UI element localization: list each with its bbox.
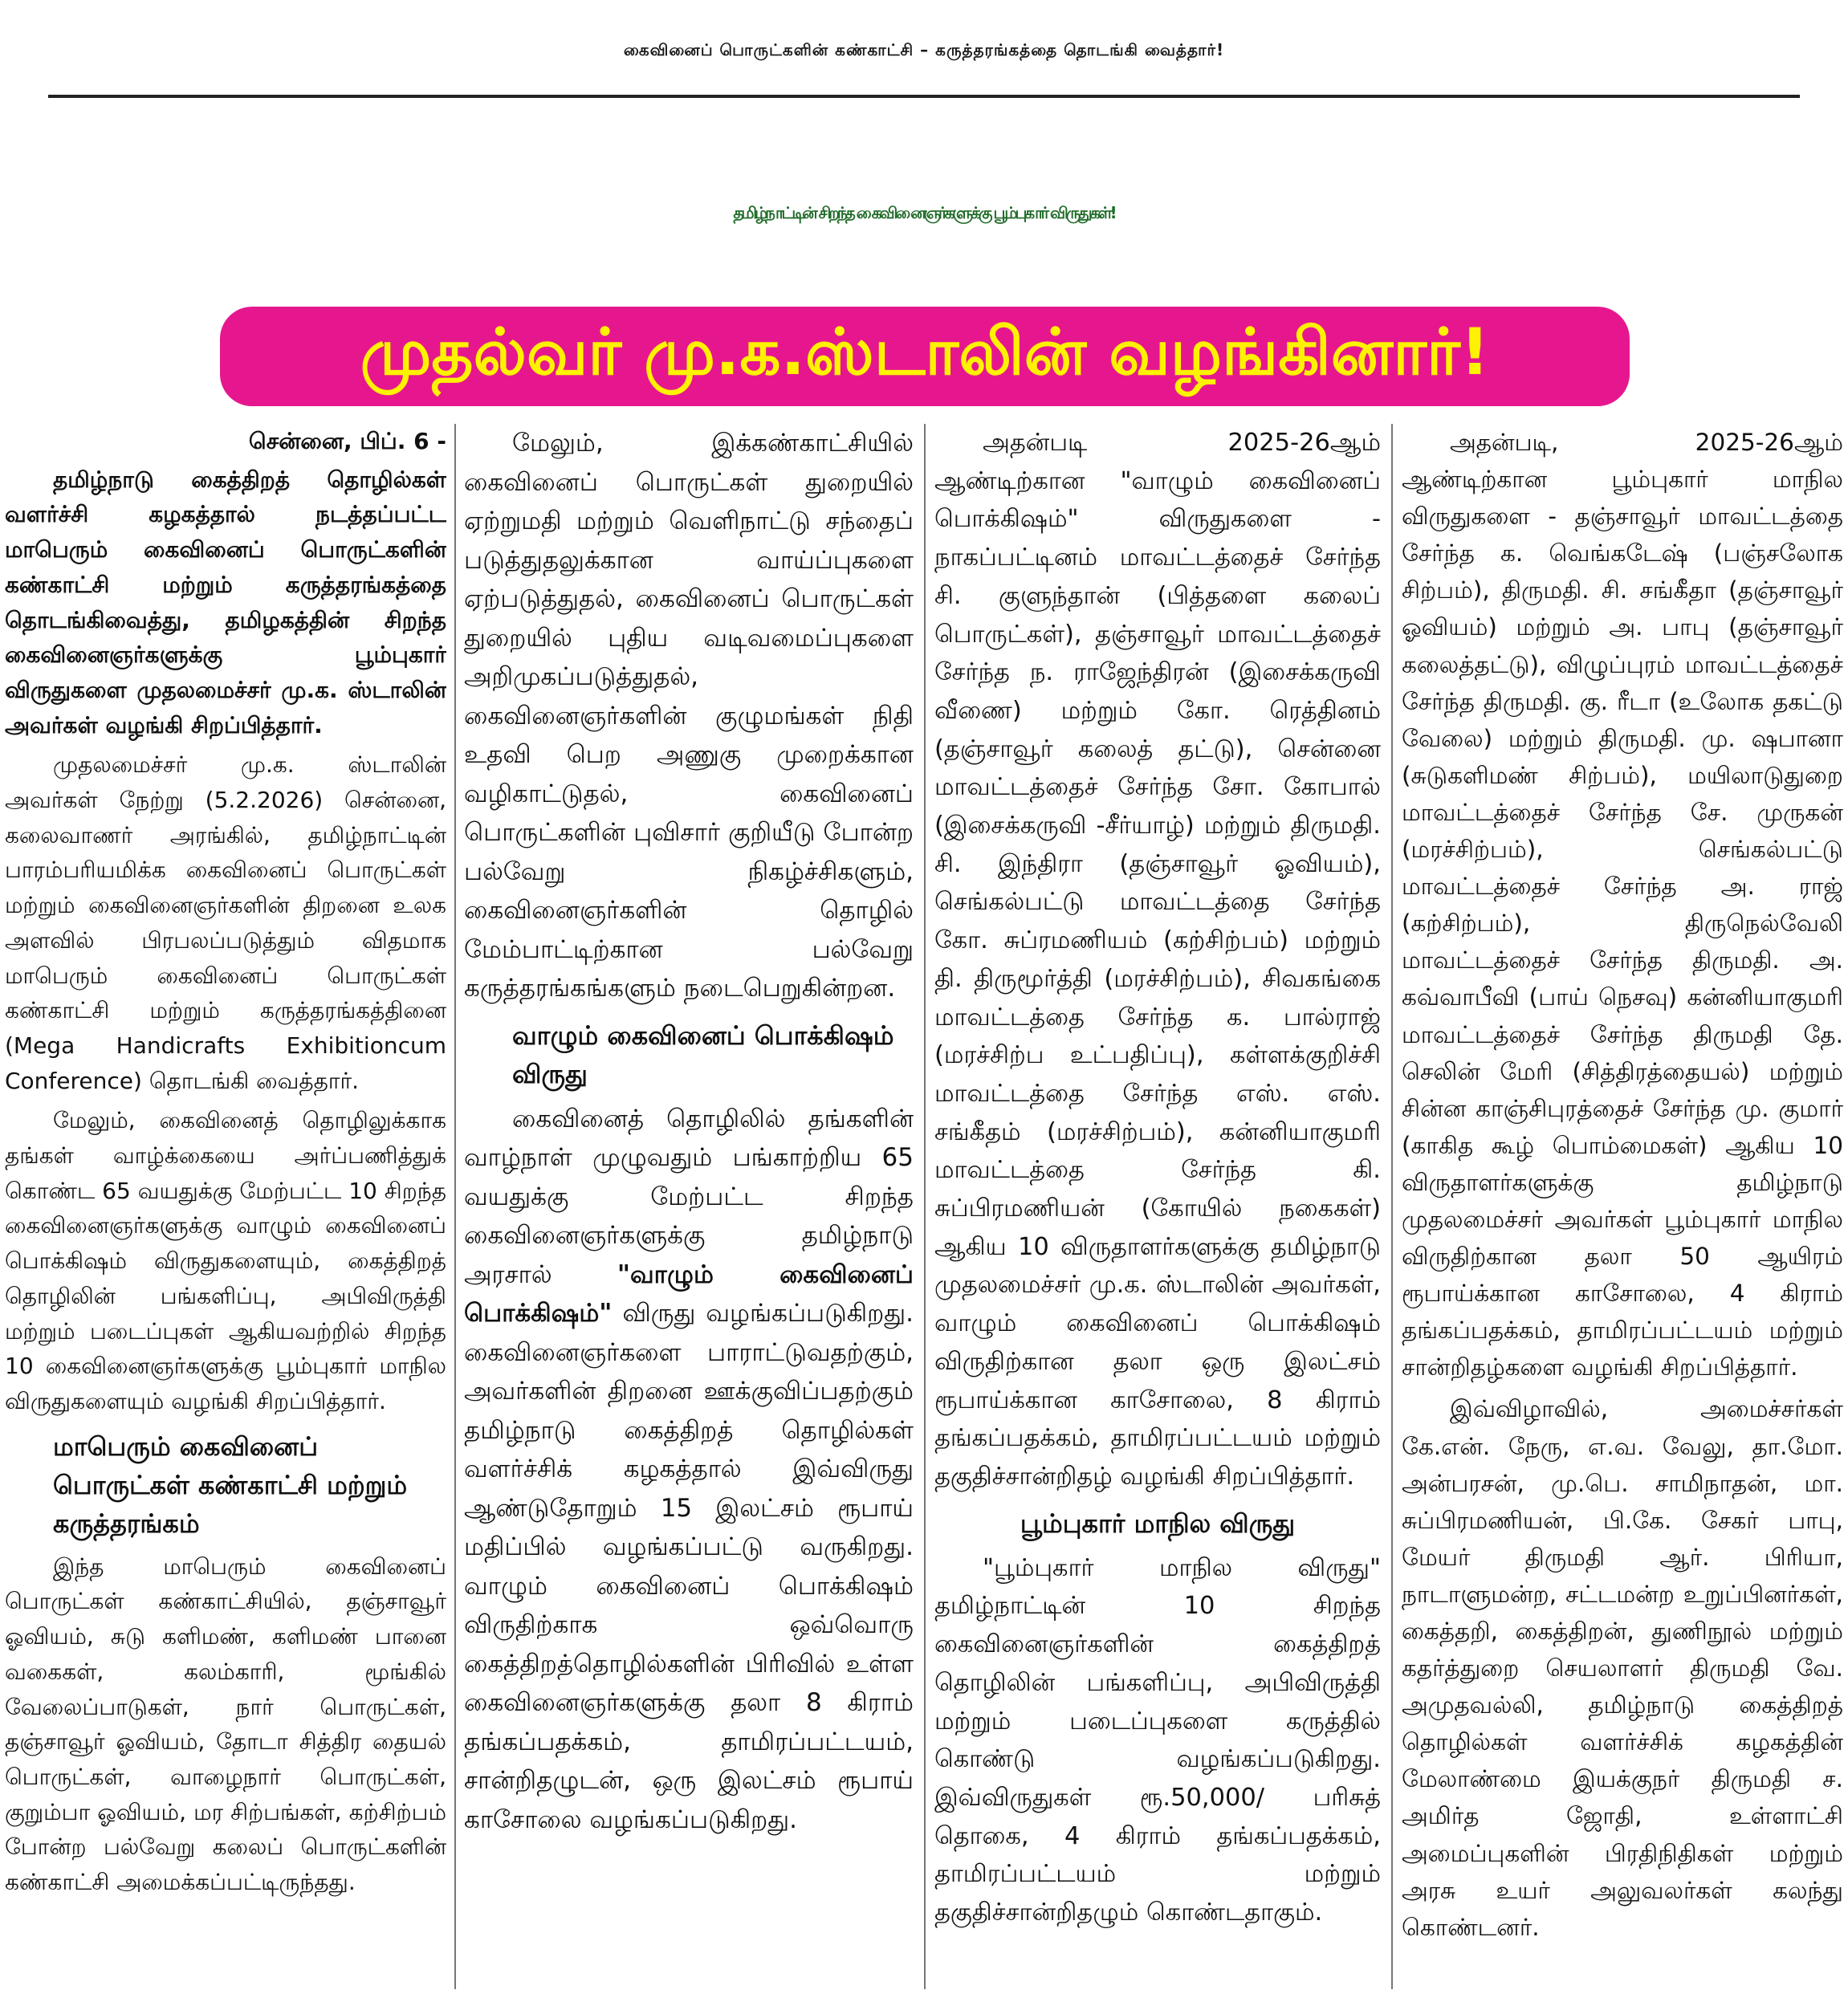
kicker-headline: கைவினைப் பொருட்களின் கண்காட்சி – கருத்தரங்கத்தை தொடங்கி வைத்தார்! <box>623 40 1225 59</box>
body-paragraph: மேலும், கைவினைத் தொழிலுக்காக தங்கள் வாழ்க்கையை அர்ப்பணித்துக் கொண்ட 65 வயதுக்கு மேற்பட்ட 10 சிறந்த கைவினைஞர்களுக்கு வாழும் கைவினைப் பொக்கிஷம் விருதுகளையும், கைத்திறத் தொழிலின் பங்களிப்பு, அபிவிருத்தி மற்றும் படைப்புகள் ஆகியவற்றில் சிறந்த 10 கைவினைஞர்களுக்கு பூம்புகார் மாநில விருதுகளையும் வழங்கி சிறப்பித்தார். <box>5 1107 446 1414</box>
lead-paragraph: தமிழ்நாடு கைத்திறத் தொழில்கள் வளர்ச்சி கழகத்தால் நடத்தப்பட்ட மாபெரும் கைவினைப் பொருட்களின் கண்காட்சி மற்றும் கருத்தரங்கத்தை தொடங்கிவைத்து, தமிழகத்தின் சிறந்த கைவினைஞர்களுக்கு பூம்புகார் விருதுகளை முதலமைச்சர் மு.க. ஸ்டாலின் அவர்கள் வழங்கி சிறப்பித்தார். <box>5 466 446 739</box>
kicker-rule <box>48 95 1800 98</box>
banner-text: முதல்வர் மு.க.ஸ்டாலின் வழங்கினார்! <box>360 315 1490 389</box>
column-divider <box>924 424 926 1989</box>
body-paragraph: அதன்படி, 2025-26ஆம் ஆண்டிற்கான பூம்புகார் மாநில விருதுகளை - தஞ்சாவூர் மாவட்டத்தை சேர்ந்த க. வெங்கடேஷ் (பஞ்சலோக சிற்பம்), திருமதி. சி. சங்கீதா (தஞ்சாவூர் ஓவியம்) மற்றும் அ. பாபு (தஞ்சாவூர் கலைத்தட்டு), விழுப்புரம் மாவட்டத்தைச் சேர்ந்த திருமதி. கு. ரீடா (உலோக தகட்டு வேலை) மற்றும் திருமதி. மு. ஷபானா (சுடுகளிமண் சிற்பம்), மயிலாடுதுறை மாவட்டத்தைச் சேர்ந்த சே. முருகன் (மரச்சிற்பம்), செங்கல்பட்டு மாவட்டத்தைச் சேர்ந்த அ. ராஜ் (கற்சிற்பம்), திருநெல்வேலி மாவட்டத்தைச் சேர்ந்த திருமதி. அ. கவ்வாபீவி (பாய் நெசவு) கன்னியாகுமரி மாவட்டத்தைச் சேர்ந்த திருமதி தே. செலின் மேரி (சித்திரத்தையல்) மற்றும் சின்ன காஞ்சிபுரத்தைச் சேர்ந்த மு. குமார் (காகித கூழ் பொம்மைகள்) ஆகிய 10 விருதாளர்களுக்கு தமிழ்நாடு முதலமைச்சர் அவர்கள் பூம்புகார் மாநில விருதிற்கான தலா 50 ஆயிரம் ரூபாய்க்கான காசோலை, 4 கிராம் தங்கப்பதக்கம், தாமிரப்பட்டயம் மற்றும் சான்றிதழ்களை வழங்கி சிறப்பித்தார். <box>1402 429 1843 1381</box>
body-paragraph: அதன்படி 2025-26ஆம் ஆண்டிற்கான "வாழும் கைவினைப் பொக்கிஷம்" விருதுகளை - நாகப்பட்டினம் மாவட்டத்தைச் சேர்ந்த சி. குளுந்தான் (பித்தளை கலைப் பொருட்கள்), தஞ்சாவூர் மாவட்டத்தைச் சேர்ந்த ந. ராஜேந்திரன் (இசைக்கருவி வீணை) மற்றும் கோ. ரெத்தினம் (தஞ்சாவூர் கலைத் தட்டு), சென்னை மாவட்டத்தைச் சேர்ந்த சோ. கோபால் (இசைக்கருவி -சீர்யாழ்) மற்றும் திருமதி. சி. இந்திரா (தஞ்சாவூர் ஓவியம்), செங்கல்பட்டு மாவட்டத்தை சேர்ந்த கோ. சுப்ரமணியம் (கற்சிற்பம்) மற்றும் தி. திருமூர்த்தி (மரச்சிற்பம்), சிவகங்கை மாவட்டத்தை சேர்ந்த க. பால்ராஜ் (மரச்சிற்ப உட்பதிப்பு), கள்ளக்குறிச்சி மாவட்டத்தை சேர்ந்த எஸ். எஸ். சங்கீதம் (மரச்சிற்பம்), கன்னியாகுமரி மாவட்டத்தை சேர்ந்த கி. சுப்பிரமணியன் (கோயில் நகைகள்) ஆகிய 10 விருதாளர்களுக்கு தமிழ்நாடு முதலமைச்சர் மு.க. ஸ்டாலின் அவர்கள், வாழும் கைவினைப் பொக்கிஷம் விருதிற்கான தலா ஒரு இலட்சம் ரூபாய்க்கான காசோலை, 8 கிராம் தங்கப்பதக்கம், தாமிரப்பட்டயம் மற்றும் தகுதிச்சான்றிதழ் வழங்கி சிறப்பித்தார். <box>934 429 1381 1491</box>
sub-headline-banner <box>220 307 1630 406</box>
award-name: "வாழும் கைவினைப் பொக்கிஷம்" <box>464 1259 914 1328</box>
section-heading: மாபெரும் கைவினைப் பொருட்கள் கண்காட்சி மற்றும் கருத்தரங்கம் <box>53 1430 408 1539</box>
section-heading: வாழும் கைவினைப் பொக்கிஷம் விருது <box>512 1019 894 1089</box>
article-column-1 <box>5 424 446 1994</box>
article-column-3 <box>934 424 1381 1994</box>
column-divider <box>454 424 456 1989</box>
section-heading: பூம்புகார் மாநில விருது <box>1020 1508 1296 1539</box>
body-paragraph <box>464 1100 914 1840</box>
column-divider <box>1391 424 1393 1989</box>
article-column-4 <box>1402 424 1843 1994</box>
main-headline: தமிழ்நாட்டின் சிறந்த கைவினைஞர்களுக்கு பூம்புகார் விருதுகள்! <box>733 203 1115 222</box>
body-paragraph: இந்த மாபெரும் கைவினைப் பொருட்கள் கண்காட்சியில், தஞ்சாவூர் ஓவியம், சுடு களிமண், களிமண் பானை வகைகள், கலம்காரி, மூங்கில் வேலைப்பாடுகள், நார் பொருட்கள், தஞ்சாவூர் ஓவியம், தோடா சித்திர தையல் பொருட்கள், வாழைநார் பொருட்கள், குறும்பா ஓவியம், மர சிற்பங்கள், கற்சிற்பம் போன்ற பல்வேறு கலைப் பொருட்களின் கண்காட்சி அமைக்கப்பட்டிருந்தது. <box>5 1552 446 1896</box>
article-column-2 <box>464 424 914 1994</box>
dateline: சென்னை, பிப். 6 - <box>248 428 446 454</box>
body-paragraph: மேலும், இக்கண்காட்சியில் கைவினைப் பொருட்கள் துறையில் ஏற்றுமதி மற்றும் வெளிநாட்டு சந்தைப் படுத்துதலுக்கான வாய்ப்புகளை ஏற்படுத்துதல், கைவினைப் பொருட்கள் துறையில் புதிய வடிவமைப்புகளை அறிமுகப்படுத்துதல், கைவினைஞர்களின் குழுமங்கள் நிதி உதவி பெற அணுகு முறைக்கான வழிகாட்டுதல், கைவினைப் பொருட்களின் புவிசார் குறியீடு போன்ற பல்வேறு நிகழ்ச்சிகளும், கைவினைஞர்களின் தொழில் மேம்பாட்டிற்கான பல்வேறு கருத்தரங்கங்களும் நடைபெறுகின்றன. <box>464 429 914 1003</box>
body-paragraph: முதலமைச்சர் மு.க. ஸ்டாலின் அவர்கள் நேற்று (5.2.2026) சென்னை, கலைவாணர் அரங்கில், தமிழ்நாட்டின் பாரம்பரியமிக்க கைவினைப் பொருட்கள் மற்றும் கைவினைஞர்களின் திறனை உலக அளவில் பிரபலப்படுத்தும் விதமாக மாபெரும் கைவினைப் பொருட்கள் கண்காட்சி மற்றும் கருத்தரங்கத்தினை (Mega Handicrafts Exhibitioncum Conference) தொடங்கி வைத்தார். <box>5 751 446 1094</box>
body-paragraph: இவ்விழாவில், அமைச்சர்கள் கே.என். நேரு, எ.வ. வேலு, தா.மோ. அன்பரசன், மு.பெ. சாமிநாதன், மா. சுப்பிரமணியன், பி.கே. சேகர் பாபு, மேயர் திருமதி ஆர். பிரியா, நாடாளுமன்ற, சட்டமன்ற உறுப்பினர்கள், கைத்தறி, கைத்திறன், துணிநூல் மற்றும் கதர்த்துறை செயலாளர் திருமதி வே. அமுதவல்லி, தமிழ்நாடு கைத்திறத் தொழில்கள் வளர்ச்சிக் கழகத்தின் மேலாண்மை இயக்குநர் திருமதி ச. அமிர்த ஜோதி, உள்ளாட்சி அமைப்புகளின் பிரதிநிதிகள் மற்றும் அரசு உயர் அலுவலர்கள் கலந்து கொண்டனர். <box>1402 1395 1843 1941</box>
body-paragraph: "பூம்புகார் மாநில விருது" தமிழ்நாட்டின் 10 சிறந்த கைவினைஞர்களின் கைத்திறத் தொழிலின் பங்களிப்பு, அபிவிருத்தி மற்றும் படைப்புகளை கருத்தில் கொண்டு வழங்கப்படுகிறது. இவ்விருதுகள் ரூ.50,000/ பரிசுத் தொகை, 4 கிராம் தங்கப்பதக்கம், தாமிரப்பட்டயம் மற்றும் தகுதிச்சான்றிதழும் கொண்டதாகும். <box>934 1553 1381 1927</box>
paragraph-text: விருது வழங்கப்படுகிறது. கைவினைஞர்களை பாராட்டுவதற்கும், அவர்களின் திறனை ஊக்குவிப்பதற்கும் தமிழ்நாடு கைத்திறத் தொழில்கள் வளர்ச்சிக் கழகத்தால் இவ்விருது ஆண்டுதோறும் 15 இலட்சம் ரூபாய் மதிப்பில் வழங்கப்பட்டு வருகிறது. வாழும் கைவினைப் பொக்கிஷம் விருதிற்காக ஒவ்வொரு கைத்திறத்தொழில்களின் பிரிவில் உள்ள கைவினைஞர்களுக்கு தலா 8 கிராம் தங்கப்பதக்கம், தாமிரப்பட்டயம், சான்றிதழுடன், ஒரு இலட்சம் ரூபாய் காசோலை வழங்கப்படுகிறது. <box>464 1299 914 1834</box>
paragraph-text: கைவினைத் தொழிலில் தங்களின் வாழ்நாள் முழுவதும் பங்காற்றிய 65 வயதுக்கு மேற்பட்ட சிறந்த கைவினைஞர்களுக்கு தமிழ்நாடு அரசால் <box>464 1104 914 1289</box>
